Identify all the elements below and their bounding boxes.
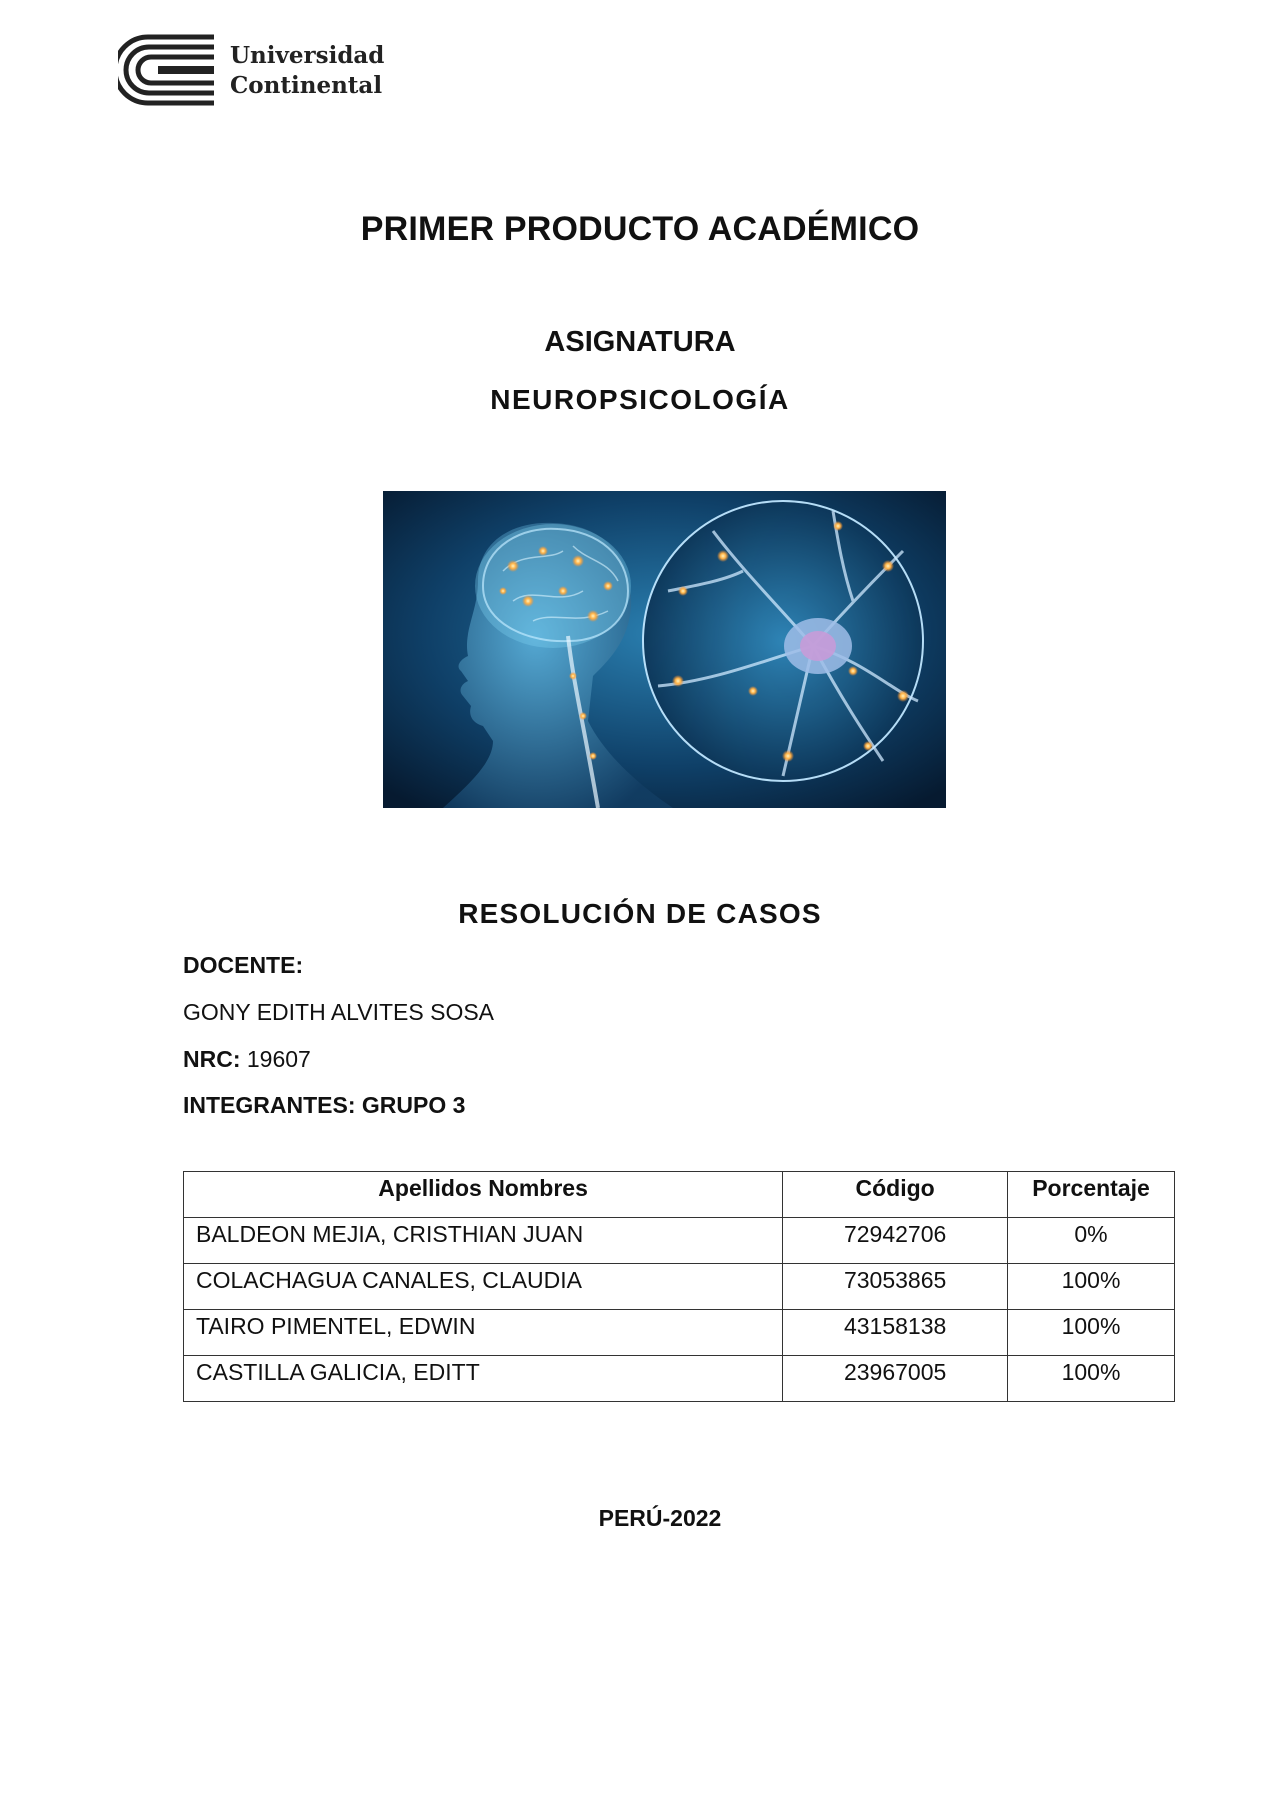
header-percentage: Porcentaje: [1008, 1172, 1175, 1218]
table-header-row: [184, 1172, 1175, 1218]
member-name: TAIRO PIMENTEL, EDWIN: [184, 1310, 783, 1356]
nrc-label: NRC:: [183, 1046, 241, 1072]
subject-name: NEUROPSICOLOGÍA: [490, 384, 790, 415]
university-name-line1: Universidad: [230, 42, 385, 69]
footer-place-year: PERÚ-2022: [598, 1505, 722, 1531]
section-title: RESOLUCIÓN DE CASOS: [458, 898, 822, 929]
teacher-name: GONY EDITH ALVITES SOSA: [183, 999, 495, 1025]
member-percentage: 100%: [1008, 1264, 1175, 1310]
member-percentage: 0%: [1008, 1218, 1175, 1264]
member-name: CASTILLA GALICIA, EDITT: [184, 1356, 783, 1402]
university-logo: [118, 33, 388, 108]
university-logo-icon: [118, 33, 218, 107]
brain-neuron-illustration: [383, 491, 946, 808]
member-percentage: 100%: [1008, 1356, 1175, 1402]
member-name: COLACHAGUA CANALES, CLAUDIA: [184, 1264, 783, 1310]
table-row: [184, 1310, 1175, 1356]
member-code: 43158138: [783, 1310, 1008, 1356]
document-title: PRIMER PRODUCTO ACADÉMICO: [360, 210, 920, 248]
cover-image: [383, 491, 946, 808]
member-code: 73053865: [783, 1264, 1008, 1310]
header-names: Apellidos Nombres: [184, 1172, 783, 1218]
members-label: INTEGRANTES: GRUPO 3: [183, 1092, 466, 1118]
header-code: Código: [783, 1172, 1008, 1218]
member-name: BALDEON MEJIA, CRISTHIAN JUAN: [184, 1218, 783, 1264]
nrc-line: [183, 1046, 311, 1073]
members-table: [183, 1171, 1175, 1402]
subject-label: ASIGNATURA: [544, 326, 736, 358]
university-name: [230, 41, 384, 101]
member-code: 72942706: [783, 1218, 1008, 1264]
table-row: [184, 1264, 1175, 1310]
member-percentage: 100%: [1008, 1310, 1175, 1356]
member-code: 23967005: [783, 1356, 1008, 1402]
nrc-value: 19607: [246, 1046, 311, 1072]
table-row: [184, 1356, 1175, 1402]
table-row: [184, 1218, 1175, 1264]
teacher-label: DOCENTE:: [183, 952, 304, 978]
university-name-line2: Continental: [230, 72, 383, 99]
